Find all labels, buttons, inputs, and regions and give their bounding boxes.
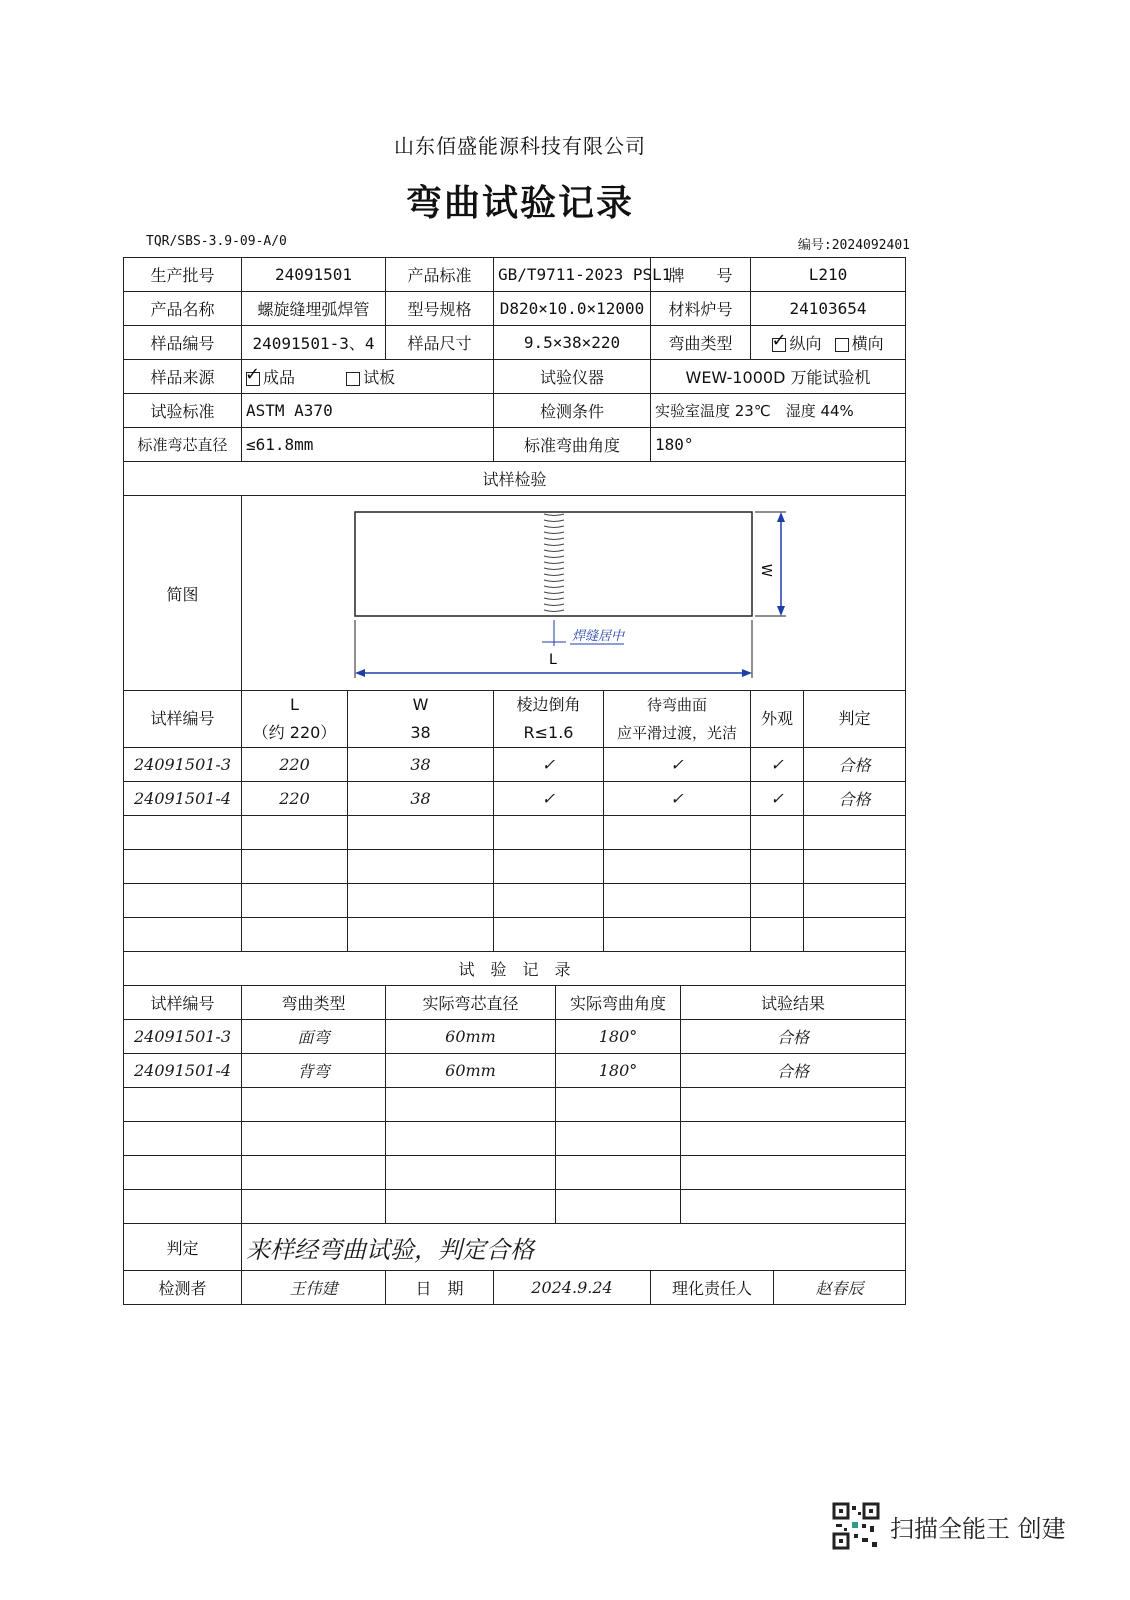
record-row-2-result: 合格 xyxy=(681,1054,906,1088)
record-row-2-mandrel: 60mm xyxy=(386,1054,556,1088)
grade-value: L210 xyxy=(751,258,906,292)
batch-label: 生产批号 xyxy=(124,258,242,292)
bend-test-form xyxy=(123,257,906,1305)
weld-seam xyxy=(544,514,564,612)
record-header-mandrel: 实际弯芯直径 xyxy=(386,986,556,1020)
tester-label: 检测者 xyxy=(124,1271,242,1305)
serial-label: 编号: xyxy=(797,238,832,253)
width-label: W xyxy=(758,564,773,577)
inspection-row-1-appearance: ✓ xyxy=(751,748,804,782)
inspection-row-1-chamfer: ✓ xyxy=(494,748,604,782)
finished-product-checkbox[interactable] xyxy=(246,372,260,386)
length-label: L xyxy=(549,652,557,668)
record-header-row xyxy=(124,986,906,1020)
inspection-row xyxy=(124,748,906,782)
grade-label: 牌 号 xyxy=(651,258,751,292)
inspection-empty-row xyxy=(124,884,906,918)
serial-value: 2024092401 xyxy=(831,238,910,253)
qr-code-icon xyxy=(832,1502,880,1550)
test-standard-value: ASTM A370 xyxy=(242,394,494,428)
sketch-row xyxy=(124,496,906,691)
mandrel-diameter-value: ≤61.8mm xyxy=(242,428,494,462)
inspection-row xyxy=(124,782,906,816)
form-code: TQR/SBS-3.9-09-A/0 xyxy=(146,234,287,249)
manager-label: 理化责任人 xyxy=(651,1271,774,1305)
transverse-label: 横向 xyxy=(851,334,884,353)
verdict-label: 判定 xyxy=(124,1224,242,1271)
transverse-checkbox[interactable] xyxy=(835,338,849,352)
sample-size-label: 样品尺寸 xyxy=(386,326,494,360)
inspection-row-2-chamfer: ✓ xyxy=(494,782,604,816)
inspection-title-row xyxy=(124,462,906,496)
company-name: 山东佰盛能源科技有限公司 xyxy=(394,134,646,158)
sample-number-label: 样品编号 xyxy=(124,326,242,360)
record-row-1-result: 合格 xyxy=(681,1020,906,1054)
sketch-label: 简图 xyxy=(124,496,242,691)
bend-type-options xyxy=(751,326,906,360)
inspection-header-verdict: 判定 xyxy=(804,691,906,748)
info-row-5 xyxy=(124,394,906,428)
record-header-result: 试验结果 xyxy=(681,986,906,1020)
record-row-1-bend-type: 面弯 xyxy=(242,1020,386,1054)
tester-signature: 王伟建 xyxy=(242,1271,386,1305)
record-title-row xyxy=(124,952,906,986)
specimen-sketch xyxy=(242,496,906,691)
mandrel-diameter-label: 标准弯芯直径 xyxy=(124,428,242,462)
inspection-row-2-verdict: 合格 xyxy=(804,782,906,816)
weld-centered-label: 焊缝居中 xyxy=(572,629,625,644)
record-row-2-no: 24091501-4 xyxy=(124,1054,242,1088)
inspection-row-2-appearance: ✓ xyxy=(751,782,804,816)
verdict-value: 来样经弯曲试验，判定合格 xyxy=(242,1224,906,1271)
inspection-row-1-verdict: 合格 xyxy=(804,748,906,782)
spec-value: D820×10.0×12000 xyxy=(494,292,651,326)
record-empty-row xyxy=(124,1156,906,1190)
inspection-row-1-no: 24091501-3 xyxy=(124,748,242,782)
batch-value: 24091501 xyxy=(242,258,386,292)
bend-angle-value: 180° xyxy=(651,428,906,462)
info-row-2 xyxy=(124,292,906,326)
spec-label: 型号规格 xyxy=(386,292,494,326)
record-row xyxy=(124,1054,906,1088)
document-title: 弯曲试验记录 xyxy=(405,183,634,224)
record-empty-row xyxy=(124,1122,906,1156)
info-row-1 xyxy=(124,258,906,292)
inspection-header-chamfer: 棱边倒角 R≤1.6 xyxy=(494,691,604,748)
inspection-header-width: W 38 xyxy=(348,691,494,748)
signature-row xyxy=(124,1271,906,1305)
inspection-header-appearance: 外观 xyxy=(751,691,804,748)
bend-angle-label: 标准弯曲角度 xyxy=(494,428,651,462)
instrument-value: WEW-1000D 万能试验机 xyxy=(651,360,906,394)
record-row-1-no: 24091501-3 xyxy=(124,1020,242,1054)
inspection-row-2-l: 220 xyxy=(242,782,348,816)
inspection-row-2-surface: ✓ xyxy=(604,782,751,816)
inspection-row-1-l: 220 xyxy=(242,748,348,782)
specimen-sketch-svg xyxy=(246,496,908,690)
record-empty-row xyxy=(124,1190,906,1224)
verdict-row xyxy=(124,1224,906,1271)
record-row-1-mandrel: 60mm xyxy=(386,1020,556,1054)
inspection-row-2-no: 24091501-4 xyxy=(124,782,242,816)
test-condition-label: 检测条件 xyxy=(494,394,651,428)
test-plate-checkbox[interactable] xyxy=(346,372,360,386)
sample-number-value: 24091501-3、4 xyxy=(242,326,386,360)
scanner-credit: 扫描全能王 创建 xyxy=(890,1514,1066,1543)
inspection-row-1-surface: ✓ xyxy=(604,748,751,782)
date-value: 2024.9.24 xyxy=(494,1271,651,1305)
record-section-title: 试 验 记 录 xyxy=(124,952,906,986)
record-header-bend-type: 弯曲类型 xyxy=(242,986,386,1020)
sample-source-label: 样品来源 xyxy=(124,360,242,394)
record-header-angle: 实际弯曲角度 xyxy=(556,986,681,1020)
product-name-label: 产品名称 xyxy=(124,292,242,326)
inspection-section-title: 试样检验 xyxy=(124,462,906,496)
record-header-sample-no: 试样编号 xyxy=(124,986,242,1020)
inspection-header-surface: 待弯曲面 应平滑过渡，光洁 xyxy=(604,691,751,748)
scanner-watermark xyxy=(832,1502,1066,1550)
inspection-header-sample-no: 试样编号 xyxy=(124,691,242,748)
info-row-4 xyxy=(124,360,906,394)
info-row-6 xyxy=(124,428,906,462)
inspection-empty-row xyxy=(124,850,906,884)
inspection-empty-row xyxy=(124,918,906,952)
inspection-row-1-w: 38 xyxy=(348,748,494,782)
product-standard-value: GB/T9711-2023 PSL1 xyxy=(494,258,651,292)
record-row-1-angle: 180° xyxy=(556,1020,681,1054)
record-row-2-angle: 180° xyxy=(556,1054,681,1088)
serial-number xyxy=(798,234,910,253)
product-name-value: 螺旋缝埋弧焊管 xyxy=(242,292,386,326)
test-plate-label: 试板 xyxy=(363,368,396,387)
inspection-header-length: L （约 220） xyxy=(242,691,348,748)
inspection-row-2-w: 38 xyxy=(348,782,494,816)
inspection-header-row xyxy=(124,691,906,748)
inspection-empty-row xyxy=(124,816,906,850)
heat-number-value: 24103654 xyxy=(751,292,906,326)
sample-size-value: 9.5×38×220 xyxy=(494,326,651,360)
product-standard-label: 产品标准 xyxy=(386,258,494,292)
test-condition-value: 实验室温度 23℃ 湿度 44% xyxy=(651,394,906,428)
bend-type-label: 弯曲类型 xyxy=(651,326,751,360)
heat-number-label: 材料炉号 xyxy=(651,292,751,326)
test-standard-label: 试验标准 xyxy=(124,394,242,428)
date-label: 日 期 xyxy=(386,1271,494,1305)
record-row-2-bend-type: 背弯 xyxy=(242,1054,386,1088)
manager-signature: 赵春辰 xyxy=(774,1271,906,1305)
longitudinal-label: 纵向 xyxy=(789,334,822,353)
record-empty-row xyxy=(124,1088,906,1122)
finished-product-label: 成品 xyxy=(263,368,296,387)
info-row-3 xyxy=(124,326,906,360)
longitudinal-checkbox[interactable] xyxy=(772,338,786,352)
instrument-label: 试验仪器 xyxy=(494,360,651,394)
record-row xyxy=(124,1020,906,1054)
sample-source-options xyxy=(242,360,494,394)
